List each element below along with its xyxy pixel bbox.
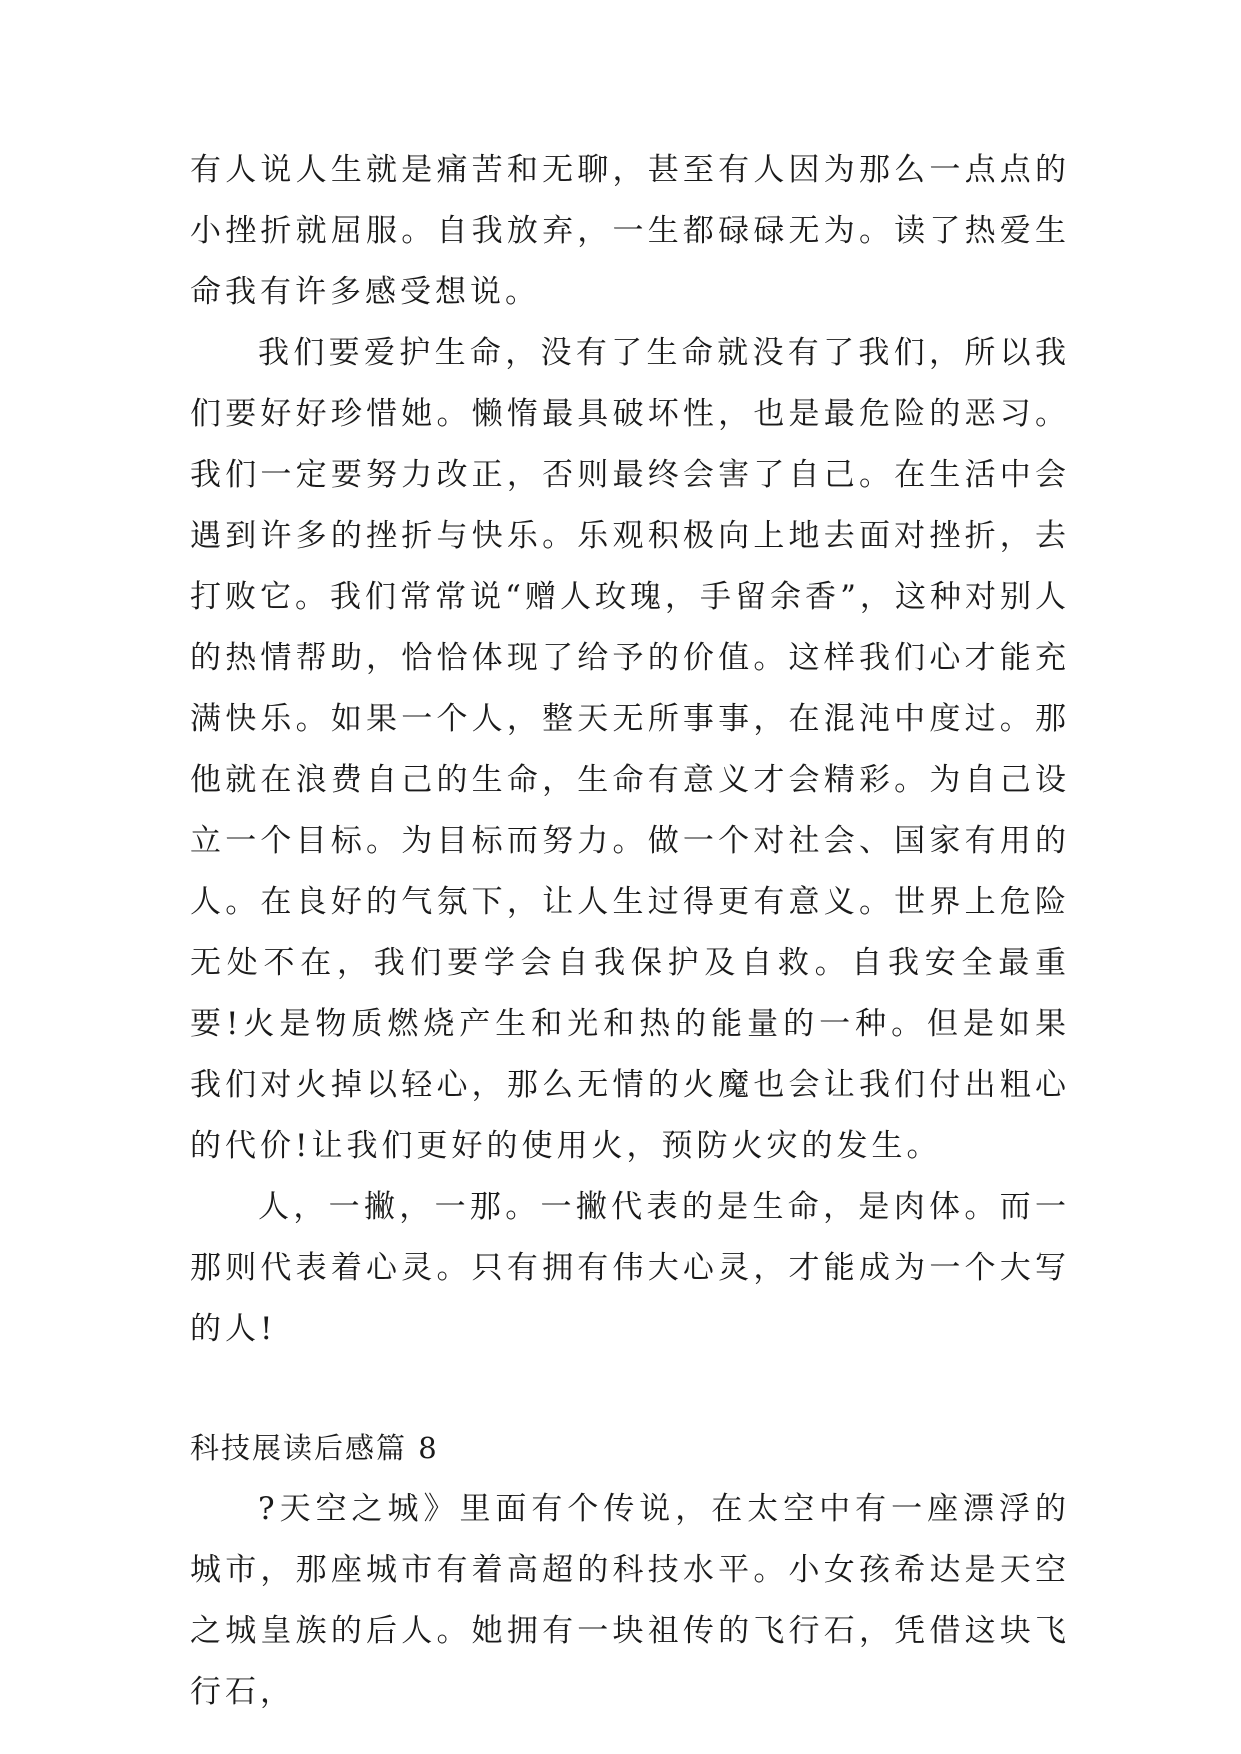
paragraph-human-character: 人，一撇，一那。一撇代表的是生命，是肉体。而一那则代表着心灵。只有拥有伟大心灵，才能成为一个大写的人!: [190, 1189, 1070, 1347]
paragraph-castle-in-sky: ?天空之城》里面有个传说，在太空中有一座漂浮的城市，那座城市有着高超的科技水平。小女孩希达是天空之城皇族的后人。她拥有一块祖传的飞行石，凭借这块飞行石，: [190, 1491, 1070, 1710]
paragraph-cherish-life: 我们要爱护生命，没有了生命就没有了我们，所以我们要好好珍惜她。懒惰最具破坏性，也是最危险的恶习。我们一定要努力改正，否则最终会害了自己。在生活中会遇到许多的挫折与快乐。乐观积极向上地去面对挫折，去打败它。我们常常说“赠人玫瑰，手留余香”，这种对别人的热情帮助，恰恰体现了给予的价值。这样我们心才能充满快乐。如果一个人，整天无所事事，在混沌中度过。那他就在浪费自己的生命，生命有意义才会精彩。为自己设立一个目标。为目标而努力。做一个对社会、国家有用的人。在良好的气氛下，让人生过得更有意义。世界上危险无处不在，我们要学会自我保护及自救。自我安全最重要!火是物质燃烧产生和光和热的能量的一种。但是如果我们对火掉以轻心，那么无情的火魔也会让我们付出粗心的代价!让我们更好的使用火，预防火灾的发生。: [190, 335, 1070, 1164]
paragraph-intro: 有人说人生就是痛苦和无聊，甚至有人因为那么一点点的小挫折就屈服。自我放弃，一生都碌碌无为。读了热爱生命我有许多感受想说。: [190, 152, 1070, 310]
document-page: [190, 140, 1070, 1723]
section-heading: 科技展读后感篇 8: [190, 1431, 439, 1465]
